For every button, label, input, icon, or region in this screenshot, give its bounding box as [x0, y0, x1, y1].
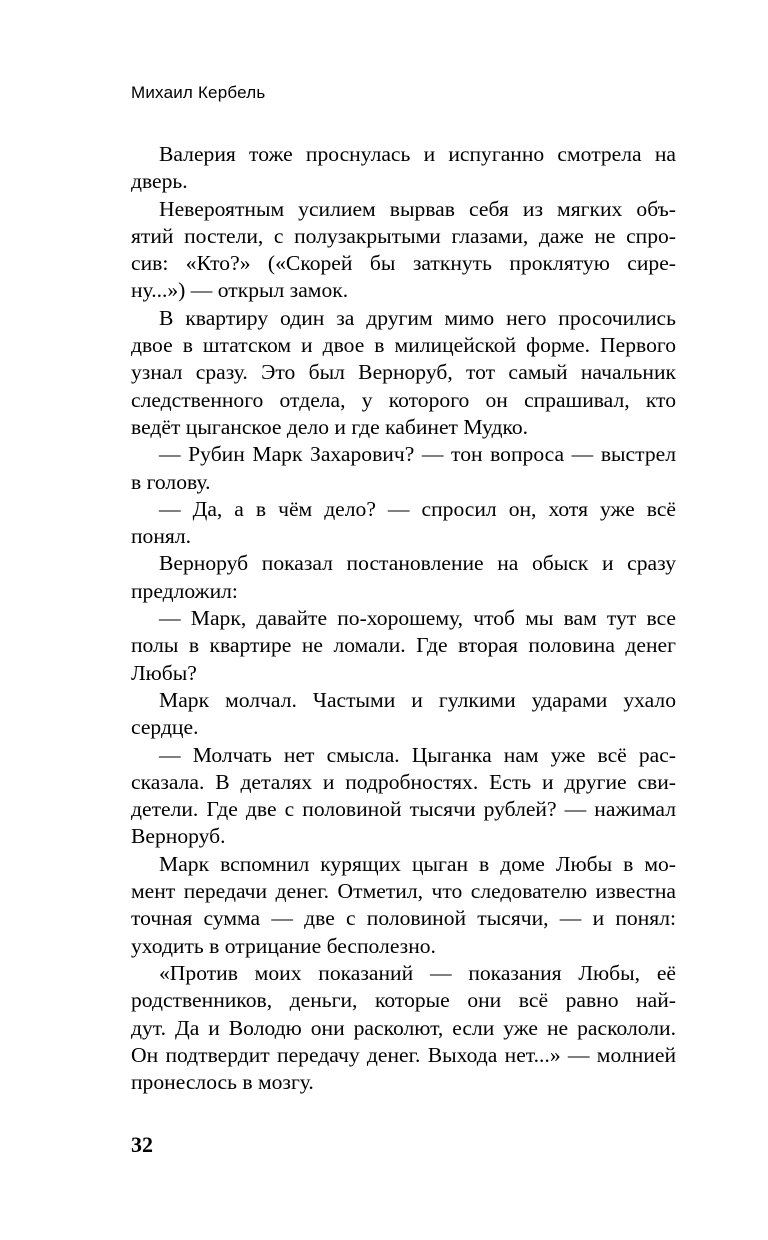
text-line: точная сумма — две с половиной тысячи, — и понял:	[131, 906, 676, 931]
text-line: Марк молчал. Частыми и гулкими ударами ухало	[159, 687, 676, 712]
page-number: 32	[131, 1132, 153, 1157]
paragraph	[131, 441, 676, 496]
paragraph	[131, 687, 676, 742]
text-line: ну...») — открыл замок.	[131, 278, 349, 303]
text-line: уходить в отрицание бесполезно.	[131, 933, 436, 958]
text-line: дверь.	[131, 169, 188, 194]
text-line: предложил:	[131, 578, 238, 603]
text-line: в голову.	[131, 469, 211, 494]
text-line: — Да, а в чём дело? — спросил он, хотя уже всё	[159, 496, 676, 521]
text-line: сказала. В деталях и подробностях. Есть и другие сви-	[131, 769, 676, 794]
text-line: сердце.	[131, 715, 199, 740]
text-line: Верноруб.	[131, 824, 226, 849]
paragraph	[131, 550, 676, 605]
text-line: — Молчать нет смысла. Цыганка нам уже всё рас-	[159, 742, 676, 767]
text-line: двое в штатском и двое в милицейской форме. Первого	[131, 333, 676, 358]
text-line: ятий постели, с полузакрытыми глазами, даже не спро-	[131, 223, 676, 248]
paragraph	[131, 742, 676, 851]
paragraph	[131, 851, 676, 960]
text-line: следственного отдела, у которого он спрашивал, кто	[131, 387, 676, 412]
text-line: понял.	[131, 524, 192, 549]
text-line: детели. Где две с половиной тысячи рублей? — нажимал	[131, 797, 676, 822]
running-header-author: Михаил Кербель	[131, 83, 266, 102]
text-line: Невероятным усилием вырвав себя из мягких объ-	[159, 196, 676, 221]
text-line: Валерия тоже проснулась и испуганно смотрела на	[159, 142, 676, 166]
paragraph	[131, 960, 676, 1096]
text-line: Марк вспомнил курящих цыган в доме Любы в мо-	[159, 851, 676, 876]
paragraph	[131, 141, 676, 196]
text-line: Верноруб показал постановление на обыск и сразу	[159, 551, 676, 576]
text-line: полы в квартире не ломали. Где вторая половина денег	[131, 633, 676, 658]
text-line: ведёт цыганское дело и где кабинет Мудко.	[131, 414, 529, 439]
text-line: Любы?	[131, 660, 197, 685]
text-line: «Против моих показаний — показания Любы, её	[159, 960, 676, 985]
text-line: родственников, деньги, которые они всё равно най-	[131, 988, 676, 1013]
text-line: В квартиру один за другим мимо него просочились	[159, 305, 676, 330]
paragraph	[131, 605, 676, 687]
text-line: мент передачи денег. Отметил, что следователю известна	[131, 879, 676, 904]
text-line: Он подтвердит передачу денег. Выхода нет...» — молнией	[131, 1042, 676, 1067]
paragraph	[131, 496, 676, 551]
text-line: сив: «Кто?» («Скорей бы заткнуть проклятую сире-	[131, 251, 676, 276]
text-line: — Рубин Марк Захарович? — тон вопроса — выстрел	[159, 442, 676, 467]
paragraph	[131, 196, 676, 305]
text-line: дут. Да и Володю они расколют, если уже не раскололи.	[131, 1015, 676, 1040]
text-line: пронеслось в мозгу.	[131, 1070, 314, 1095]
body-text	[131, 141, 676, 1096]
paragraph	[131, 305, 676, 441]
text-line: — Марк, давайте по-хорошему, чтоб мы вам тут все	[159, 606, 676, 631]
text-line: узнал сразу. Это был Верноруб, тот самый начальник	[131, 360, 676, 385]
